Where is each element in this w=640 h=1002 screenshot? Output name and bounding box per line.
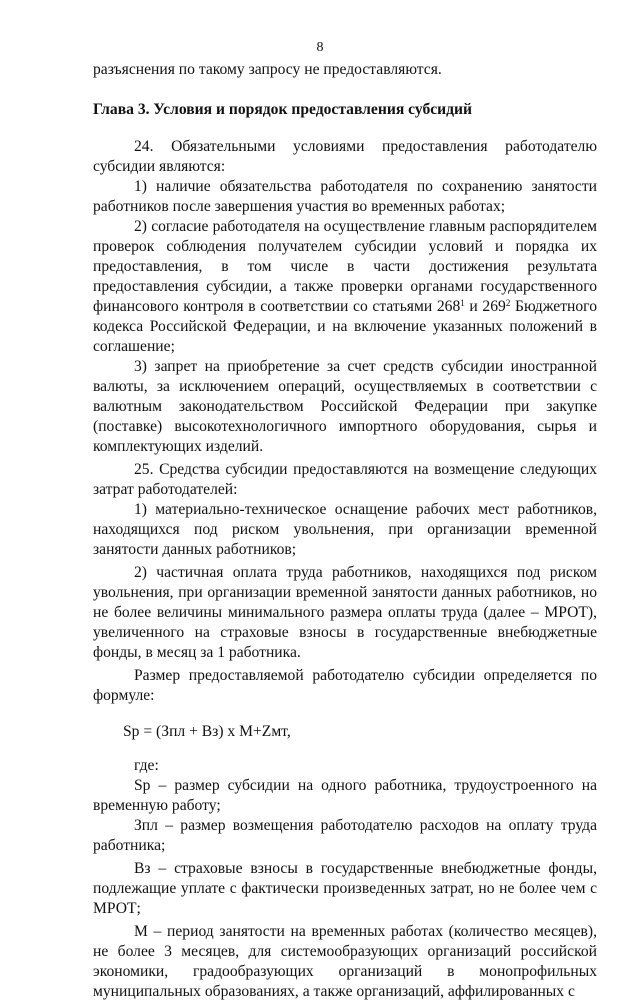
item-2-text-c: Бюджетного кодекса Российской Федерации, и на включение указанных положений в соглашение; [93, 298, 597, 355]
definition-sp: Sp – размер субсидии на одного работника, трудоустроенного на временную работу; [93, 777, 597, 814]
paragraph-24-item-3: 3) запрет на приобретение за счет средств субсидии иностранной валюты, за исключением операций, осуществляемых в соответствии с валютным законодательством Российской Федерации при закупке (поставке) высокотехнологичного импортного оборудования, сырья и комплектующих изделий. [93, 358, 597, 455]
definition-m: M – период занятости на временных работах (количество месяцев), не более 3 месяцев, для системообразующих организаций российской экономики, градообразующих организаций в монопрофильных муниципальных образованиях, а также организаций, аффилированных с [93, 923, 597, 1000]
subsidy-size-paragraph: Размер предоставляемой работодателю субсидии определяется по формуле: [93, 667, 597, 704]
definition-vz: Вз – страховые взносы в государственные внебюджетные фонды, подлежащие уплате с фактически произведенных затрат, но не более чем с МРОТ; [93, 860, 597, 917]
formula: Sp = (Зпл + Вз) х M+Zмт, [123, 723, 291, 740]
page-number: 8 [316, 40, 324, 55]
superscript-2: 2 [505, 298, 511, 308]
paragraph-25: 25. Средства субсидии предоставляются на возмещение следующих затрат работодателей: [93, 461, 597, 498]
item-2-text-a: 2) согласие работодателя на осуществление главным распорядителем проверок соблюдения получателем субсидии условий и порядка их предоставления, в том числе в части достижения результата предоставления субсидии, а также проверки органами государственного финансового контроля в соответствии со статьями 268 [93, 218, 597, 315]
chapter-heading: Глава 3. Условия и порядок предоставления субсидий [93, 101, 473, 118]
paragraph-24-item-1: 1) наличие обязательства работодателя по сохранению занятости работников после завершения участия во временных работах; [93, 178, 597, 215]
continuation-text: разъяснения по такому запросу не предоставляются. [93, 61, 442, 78]
paragraph-25-item-2: 2) частичная оплата труда работников, находящихся под риском увольнения, при организации временной занятости данных работников, но не более величины минимального размера оплаты труда (далее – МРОТ), увеличенного на страховые взносы в государственные внебюджетные фонды, в месяц за 1 работника. [93, 564, 597, 661]
paragraph-24: 24. Обязательными условиями предоставления работодателю субсидии являются: [93, 138, 597, 175]
document-body [93, 60, 597, 1002]
paragraph-25-item-1: 1) материально-техническое оснащение рабочих мест работников, находящихся под риском увольнения, при организации временной занятости данных работников; [93, 501, 597, 558]
definition-zpl: Зпл – размер возмещения работодателю расходов на оплату труда работника; [93, 817, 597, 854]
superscript-1: 1 [460, 298, 465, 308]
where-label: где: [134, 757, 159, 774]
item-2-text-b: и 269 [464, 298, 506, 315]
paragraph-24-item-2 [93, 217, 597, 357]
